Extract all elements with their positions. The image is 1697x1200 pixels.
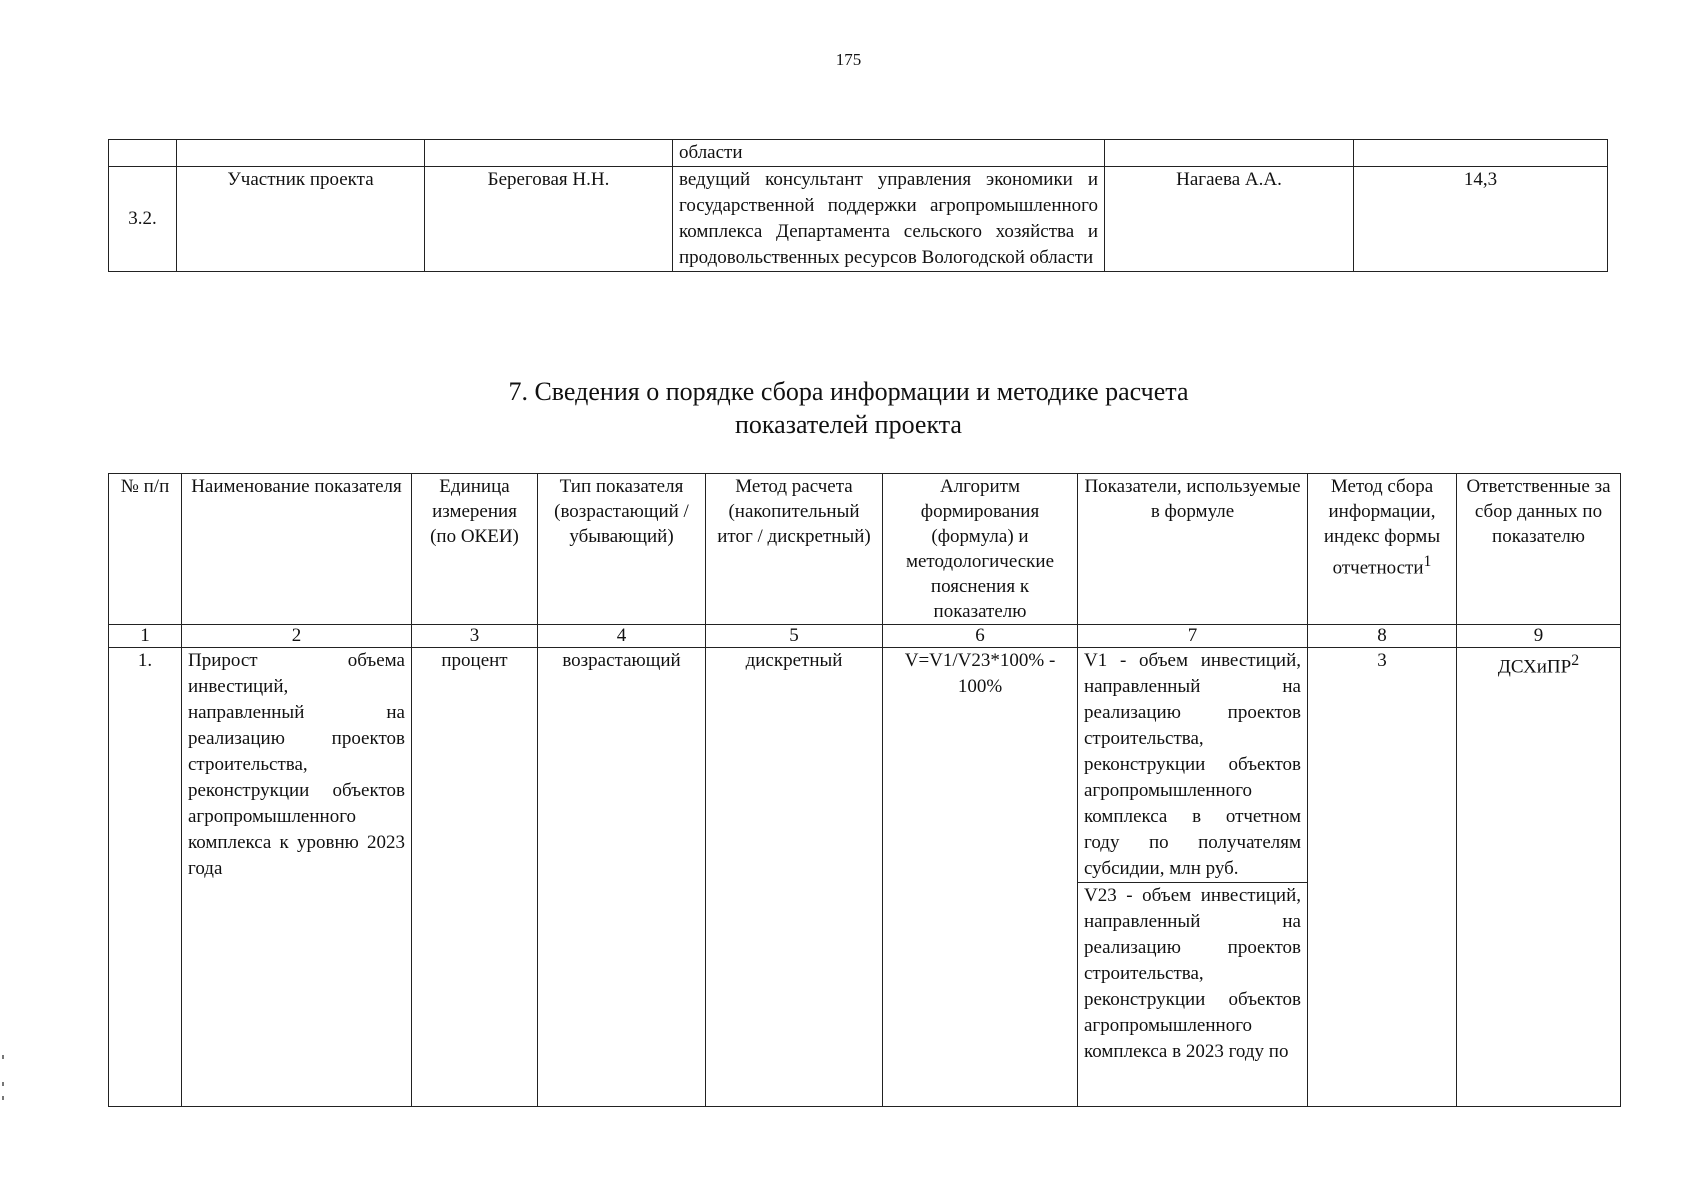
indicator-name: Прирост объема инвестиций, направленный на реализацию проектов строительства, реконструкции объектов агропромышленного комплекса к уровню 2023 года — [182, 648, 412, 1107]
participant-name: Береговая Н.Н. — [425, 167, 673, 272]
column-number: 3 — [412, 625, 538, 648]
section-title-line-1: 7. Сведения о порядке сбора информации и методике расчета — [508, 377, 1189, 406]
responsible-text: ДСХиПР — [1497, 656, 1572, 678]
footnote-marker: 2 — [1571, 652, 1580, 669]
row-number: 3.2. — [109, 167, 177, 272]
scan-mark — [2, 1082, 4, 1086]
participant-value: 14,3 — [1354, 167, 1608, 272]
column-number: 8 — [1308, 625, 1457, 648]
page-number: 175 — [835, 50, 862, 69]
column-number: 2 — [182, 625, 412, 648]
header-name: Наименование показателя — [182, 474, 412, 625]
header-responsible: Ответственные за сбор данных по показателю — [1457, 474, 1621, 625]
header-collection — [1308, 474, 1457, 625]
column-number: 4 — [538, 625, 706, 648]
table-row — [109, 648, 1621, 1107]
header-unit: Единица измерения (по ОКЕИ) — [412, 474, 538, 625]
column-number-row — [109, 625, 1621, 648]
calculation-method: дискретный — [706, 648, 883, 1107]
methodology-table — [108, 473, 1621, 1107]
header-collection-text: Метод сбора информации, индекс формы отчетности — [1323, 476, 1441, 579]
participant-position: ведущий консультант управления экономики и государственной поддержки агропромышленного комплекса Департамента сельского хозяйства и продовольственных ресурсов Вологодской области — [673, 167, 1105, 272]
header-indicators: Показатели, используемые в формуле — [1078, 474, 1308, 625]
section-title — [0, 375, 1697, 441]
collection-method: 3 — [1308, 648, 1457, 1107]
column-number: 6 — [883, 625, 1078, 648]
indicator-v1: V1 - объем инвестиций, направленный на реализацию проектов строительства, реконструкции объектов агропромышленного комплекса в отчетном году по получателям субсидии, млн руб. — [1084, 650, 1301, 879]
unit: процент — [412, 648, 538, 1107]
participants-table — [108, 139, 1608, 272]
participant-role: Участник проекта — [177, 167, 425, 272]
column-number: 5 — [706, 625, 883, 648]
scan-mark — [2, 1096, 4, 1100]
responsible — [1457, 648, 1621, 1107]
table-row — [109, 167, 1608, 272]
indicator-type: возрастающий — [538, 648, 706, 1107]
scan-mark — [2, 1055, 4, 1059]
participant-supervisor: Нагаева А.А. — [1105, 167, 1354, 272]
header-type: Тип показателя (возрастающий / убывающий) — [538, 474, 706, 625]
formula-indicators — [1078, 648, 1308, 1107]
header-num: № п/п — [109, 474, 182, 625]
column-number: 1 — [109, 625, 182, 648]
indicator-v23: V23 - объем инвестиций, направленный на реализацию проектов строительства, реконструкции объектов агропромышленного комплекса в 2023 году по — [1078, 882, 1307, 1065]
table-row — [109, 140, 1608, 167]
section-title-line-2: показателей проекта — [735, 410, 962, 439]
table-header-row — [109, 474, 1621, 625]
column-number: 9 — [1457, 625, 1621, 648]
algorithm-formula: V=V1/V23*100% - 100% — [883, 648, 1078, 1107]
row-number: 1. — [109, 648, 182, 1107]
column-number: 7 — [1078, 625, 1308, 648]
header-algorithm: Алгоритм формирования (формула) и методологические пояснения к показателю — [883, 474, 1078, 625]
table-cell: области — [673, 140, 1105, 167]
footnote-marker: 1 — [1423, 553, 1432, 570]
header-method: Метод расчета (накопительный итог / дискретный) — [706, 474, 883, 625]
